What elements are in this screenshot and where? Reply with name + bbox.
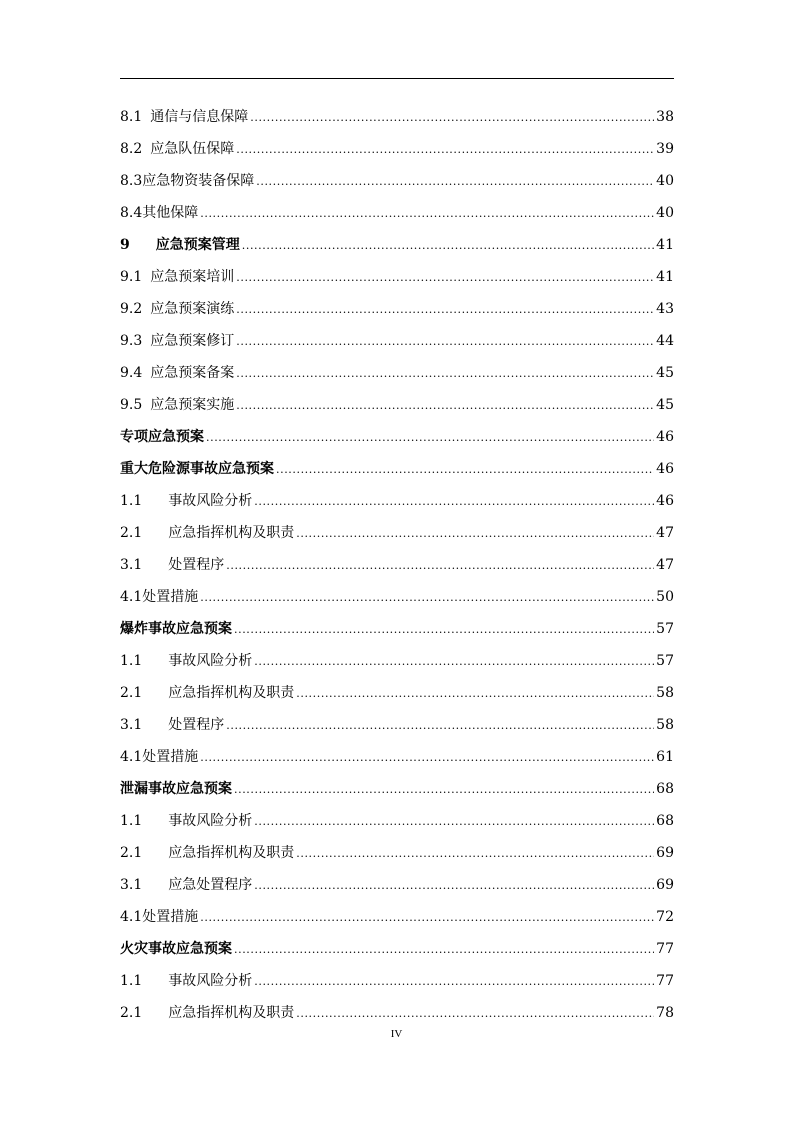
- toc-entry-title: 火灾事故应急预案: [120, 941, 232, 957]
- toc-entry-page: 58: [656, 685, 674, 701]
- toc-dot-leader: [236, 261, 654, 294]
- toc-entry-page: 50: [656, 589, 674, 605]
- toc-entry-page: 43: [656, 301, 674, 317]
- toc-entry-number: 9: [120, 237, 130, 253]
- toc-entry-page: 69: [656, 845, 674, 861]
- toc-entry[interactable]: [120, 581, 674, 613]
- toc-entry-page: 77: [656, 973, 674, 989]
- toc-entry-title: 处置程序: [168, 557, 225, 573]
- toc-entry-page: 72: [656, 909, 674, 925]
- toc-dot-leader: [234, 933, 654, 966]
- toc-entry[interactable]: [120, 677, 674, 709]
- toc-entry-title: 应急预案培训: [150, 269, 235, 285]
- toc-entry-page: 61: [656, 749, 674, 765]
- toc-entry-title: 应急物资装备保障: [142, 173, 255, 189]
- toc-entry[interactable]: [120, 645, 674, 677]
- toc-entry-number: 9.4: [120, 365, 143, 381]
- toc-entry-page: 57: [656, 621, 674, 637]
- toc-entry-title: 处置措施: [142, 749, 199, 765]
- toc-entry-number: 4.1: [120, 589, 143, 605]
- toc-dot-leader: [236, 357, 654, 390]
- toc-dot-leader: [236, 325, 654, 358]
- toc-entry-number: 9.2: [120, 301, 143, 317]
- toc-entry[interactable]: [120, 773, 674, 805]
- toc-entry-page: 77: [656, 941, 674, 957]
- toc-entry-title: 专项应急预案: [120, 429, 204, 445]
- toc-entry-page: 47: [656, 557, 674, 573]
- toc-entry-number: 2.1: [120, 525, 143, 541]
- toc-entry-number: 3.1: [120, 877, 143, 893]
- toc-entry[interactable]: [120, 325, 674, 357]
- toc-entry-title: 应急预案管理: [155, 237, 240, 253]
- toc-entry-number: 9.5: [120, 397, 143, 413]
- toc-entry[interactable]: [120, 805, 674, 837]
- toc-entry[interactable]: [120, 485, 674, 517]
- toc-dot-leader: [200, 197, 654, 230]
- toc-dot-leader: [276, 453, 654, 486]
- toc-entry-page: 39: [656, 141, 674, 157]
- toc-entry-page: 46: [656, 429, 674, 445]
- toc-entry-number: 4.1: [120, 749, 143, 765]
- toc-entry[interactable]: [120, 517, 674, 549]
- toc-entry[interactable]: [120, 613, 674, 645]
- toc-entry-title: 泄漏事故应急预案: [120, 781, 232, 797]
- toc-dot-leader: [200, 581, 654, 614]
- toc-entry-page: 40: [656, 173, 674, 189]
- toc-dot-leader: [206, 421, 654, 454]
- toc-entry-number: 1.1: [120, 653, 143, 669]
- toc-entry[interactable]: [120, 709, 674, 741]
- toc-entry-title: 事故风险分析: [168, 493, 253, 509]
- toc-entry-number: 2.1: [120, 685, 143, 701]
- toc-entry[interactable]: [120, 997, 674, 1029]
- toc-entry-title: 应急预案修订: [150, 333, 235, 349]
- toc-entry[interactable]: [120, 901, 674, 933]
- toc-entry-number: 2.1: [120, 845, 143, 861]
- page-number: IV: [390, 1028, 403, 1040]
- toc-entry-title: 处置措施: [142, 589, 199, 605]
- toc-entry-page: 68: [656, 813, 674, 829]
- toc-dot-leader: [236, 389, 654, 422]
- toc-entry-title: 事故风险分析: [168, 653, 253, 669]
- toc-entry-number: 4.1: [120, 909, 143, 925]
- header-rule: [120, 78, 674, 79]
- toc-entry-page: 47: [656, 525, 674, 541]
- toc-entry-page: 58: [656, 717, 674, 733]
- toc-entry-title: 处置措施: [142, 909, 199, 925]
- toc-dot-leader: [296, 517, 654, 550]
- toc-dot-leader: [254, 805, 654, 838]
- toc-dot-leader: [296, 677, 654, 710]
- toc-entry-page: 46: [656, 493, 674, 509]
- toc-dot-leader: [236, 133, 654, 166]
- toc-entry-page: 41: [656, 237, 674, 253]
- toc-entry-title: 其他保障: [142, 205, 199, 221]
- toc-entry-page: 45: [656, 365, 674, 381]
- toc-dot-leader: [254, 645, 654, 678]
- toc-entry-number: 9.3: [120, 333, 143, 349]
- toc-entry-number: 1.1: [120, 973, 143, 989]
- toc-entry-title: 应急指挥机构及职责: [168, 1005, 295, 1021]
- toc-dot-leader: [256, 165, 654, 198]
- toc-entry-title: 应急队伍保障: [150, 141, 235, 157]
- toc-dot-leader: [234, 773, 654, 806]
- toc-entry[interactable]: [120, 165, 674, 197]
- toc-entry-number: 1.1: [120, 813, 143, 829]
- toc-entry-page: 44: [656, 333, 674, 349]
- toc-dot-leader: [226, 709, 654, 742]
- toc-entry-title: 处置程序: [168, 717, 225, 733]
- toc-entry-number: 8.1: [120, 109, 143, 125]
- toc-entry-title: 应急预案演练: [150, 301, 235, 317]
- toc-entry[interactable]: [120, 421, 674, 453]
- toc-entry-title: 应急预案备案: [150, 365, 235, 381]
- toc-entry[interactable]: [120, 389, 674, 421]
- toc-entry-title: 重大危险源事故应急预案: [120, 461, 274, 477]
- toc-entry-number: 3.1: [120, 557, 143, 573]
- toc-entry[interactable]: [120, 837, 674, 869]
- toc-entry-number: 8.2: [120, 141, 143, 157]
- toc-dot-leader: [254, 965, 654, 998]
- toc-entry[interactable]: [120, 357, 674, 389]
- toc-dot-leader: [296, 837, 654, 870]
- table-of-contents: [120, 101, 674, 1029]
- toc-dot-leader: [200, 901, 654, 934]
- toc-entry-number: 3.1: [120, 717, 143, 733]
- toc-dot-leader: [254, 485, 654, 518]
- toc-entry[interactable]: [120, 453, 674, 485]
- toc-entry-number: 9.1: [120, 269, 143, 285]
- toc-entry-title: 事故风险分析: [168, 973, 253, 989]
- toc-entry[interactable]: [120, 293, 674, 325]
- toc-dot-leader: [236, 293, 654, 326]
- toc-entry-number: 2.1: [120, 1005, 143, 1021]
- toc-entry[interactable]: [120, 261, 674, 293]
- toc-entry-number: 8.4: [120, 205, 143, 221]
- toc-dot-leader: [226, 549, 654, 582]
- toc-dot-leader: [250, 101, 654, 134]
- toc-entry[interactable]: [120, 197, 674, 229]
- toc-entry-page: 40: [656, 205, 674, 221]
- toc-entry-title: 爆炸事故应急预案: [120, 621, 232, 637]
- toc-entry-page: 69: [656, 877, 674, 893]
- toc-entry-title: 应急指挥机构及职责: [168, 845, 295, 861]
- toc-dot-leader: [242, 229, 654, 262]
- toc-entry-title: 应急指挥机构及职责: [168, 685, 295, 701]
- toc-dot-leader: [296, 997, 654, 1030]
- toc-dot-leader: [234, 613, 654, 646]
- toc-entry-number: 8.3: [120, 173, 143, 189]
- toc-entry[interactable]: [120, 869, 674, 901]
- toc-entry-number: 1.1: [120, 493, 143, 509]
- toc-entry-page: 46: [656, 461, 674, 477]
- toc-entry-title: 应急预案实施: [150, 397, 235, 413]
- toc-entry-title: 应急指挥机构及职责: [168, 525, 295, 541]
- toc-entry-title: 通信与信息保障: [150, 109, 249, 125]
- toc-entry-page: 68: [656, 781, 674, 797]
- toc-entry[interactable]: [120, 229, 674, 261]
- toc-dot-leader: [254, 869, 654, 902]
- toc-entry-page: 57: [656, 653, 674, 669]
- toc-entry-page: 38: [656, 109, 674, 125]
- toc-entry-page: 45: [656, 397, 674, 413]
- toc-entry[interactable]: [120, 133, 674, 165]
- toc-dot-leader: [200, 741, 654, 774]
- toc-entry-page: 41: [656, 269, 674, 285]
- toc-entry[interactable]: [120, 101, 674, 133]
- toc-entry-title: 应急处置程序: [168, 877, 253, 893]
- toc-entry-page: 78: [656, 1005, 674, 1021]
- toc-entry-title: 事故风险分析: [168, 813, 253, 829]
- toc-entry[interactable]: [120, 965, 674, 997]
- toc-entry[interactable]: [120, 933, 674, 965]
- toc-entry[interactable]: [120, 549, 674, 581]
- toc-entry[interactable]: [120, 741, 674, 773]
